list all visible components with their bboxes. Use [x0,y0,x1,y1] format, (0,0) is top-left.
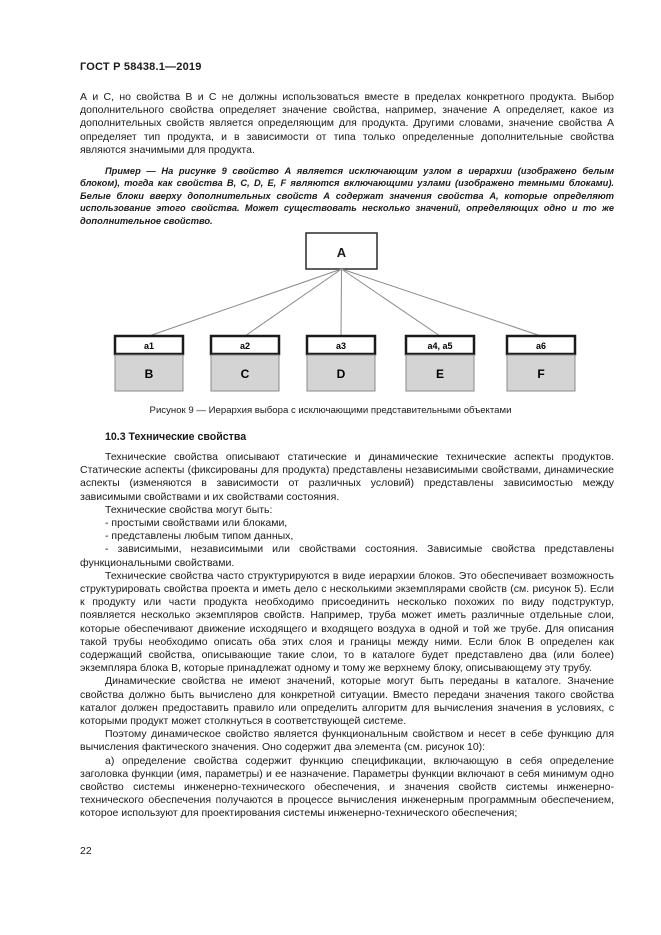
body-text [80,451,614,821]
connector-line [149,269,342,336]
child-node-e [406,336,474,391]
example-text: На рисунке 9 свойство А является исключающим узлом в иерархии (изображено белым блоком), тогда как свойства B, C, D, E, F являются включающими узлами (изображено темными блоками). Белые блоки вверху дополнительных свойств А содержат значения свойства А, которые определяют использование этого свойства. Может существовать несколько значений, определяющих одно и то же дополнительное свойство. [80,166,615,226]
section-heading: 10.3 Технические свойства [105,431,247,443]
value-label: a1 [143,341,155,351]
paragraph: Технические свойства могут быть: [105,503,273,516]
value-label: a4, a5 [427,341,453,351]
connector-line [245,269,342,336]
child-node-b [115,336,183,391]
value-label: a3 [335,341,347,351]
root-node-label: A [336,245,347,260]
example-lead: Пример — [105,166,156,176]
list-item: - простыми свойствами или блоками, [105,517,288,530]
property-label: E [435,367,445,381]
connector-line [341,269,342,336]
value-label: a6 [535,341,547,351]
connector-line [342,269,542,336]
list-item: - зависимыми, независимыми или свойствами состояния. Зависимые свойства представлены функциональными свойствами. [80,543,614,569]
paragraph: Динамические свойства не имеют значений, которые могут быть переданы в каталоге. Значение свойства должно быть вычислено для конкретной ситуации. Вместо передачи значения такого свойства каталог должен предоставить правило или определить алгоритм для вычисления значения в условиях, с которыми продукт может столкнуться в соответствующей системе. [80,675,614,728]
figure-caption: Рисунок 9 — Иерархия выбора с исключающими представительными объектами [149,405,512,416]
property-label: B [144,367,154,381]
document-id: ГОСТ Р 58438.1—2019 [80,61,202,73]
child-node-c [211,336,279,391]
connector-lines [149,269,541,336]
property-label: C [240,367,250,381]
paragraph: а) определение свойства содержит функцию спецификации, включающую в себя определение заголовка функции (имя, параметры) и ее назначение. Параметры функции включают в себя минимум одно свойство системы инженерно-технического обеспечения, и значения свойств системы инженерно-технического обеспечения получаются в процессе вычисления инженерным программным обеспечением, которое используют для проектирования системы инженерно-технического обеспечения; [80,754,614,820]
value-label: a2 [239,341,251,351]
paragraph: Поэтому динамическое свойство является функциональным свойством и несет в себе функцию для вычисления фактического значения. Оно содержит два элемента (см. рисунок 10): [80,728,614,754]
paragraph: Технические свойства описывают статические и динамические технические аспекты продуктов. Статические аспекты (фиксированы для продукта) представлены независимыми свойствами, динамические аспекты (изменяются в зависимости от различных условий) представлены зависимостью между зависимыми свойствами и их свойствами состояния. [80,451,614,503]
list-item: - представлены любым типом данных, [105,530,294,543]
paragraph: Технические свойства часто структурируются в виде иерархии блоков. Это обеспечивает возможность структурировать свойства проекта и иметь дело с несколькими экземплярами свойств (см. рисунок 5). Если к продукту или части продукта необходимо присоединить несколько похожих по виду подструктур, появляется несколько экземпляров свойств. Например, труба может иметь различные отдельные слои, которые обеспечивают движение исходящего и входящего воздуха в одной и той же трубе. Для описания такой трубы необходимо описать оба этих слоя и границы между ними. Если блок В определен как содержащий свойства, описывающие такие слои, то в каталоге будет представлено два (или более) экземпляра блока В, которые принадлежат одному и тому же верхнему блоку, описывающему эту трубу. [80,569,614,675]
hierarchy-diagram [0,0,661,400]
property-label: D [336,367,346,381]
child-node-f [507,336,575,391]
child-node-d [307,336,375,391]
page-number: 22 [80,845,92,857]
connector-line [342,269,441,336]
intro-text: А и С, но свойства В и С не должны использоваться вместе в пределах конкретного продукта. Выбор дополнительного свойства определяет значение свойства, например, значение А определяет, какое из дополнительных свойств является определяющим для продукта. Другими словами, значение свойства А определяет тип продукта, и в зависимости от типа только определенные дополнительные свойства являются значимыми для продукта. [80,91,614,156]
property-label: F [537,367,545,381]
